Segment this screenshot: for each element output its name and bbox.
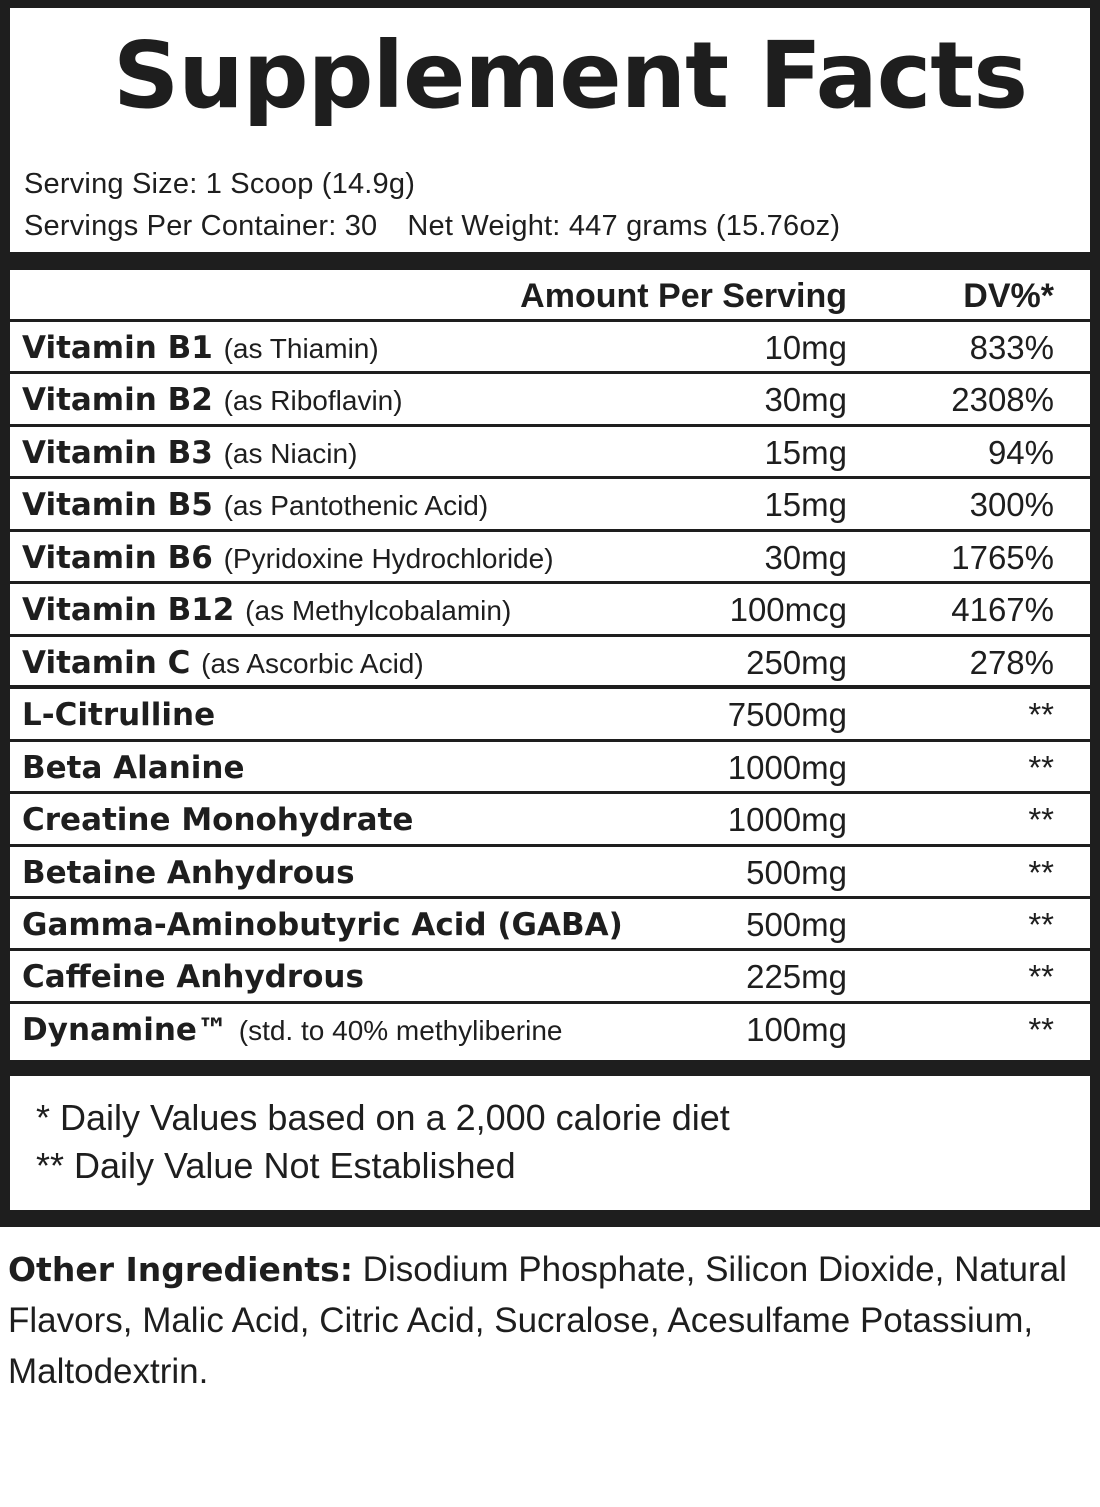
nutrient-dv: ** [1028, 696, 1054, 734]
nutrient-name-cell [22, 532, 554, 585]
nutrient-dv: ** [1028, 853, 1054, 891]
nutrient-name: Vitamin B5 [22, 487, 213, 524]
nutrient-name: Dynamine™ [22, 1011, 228, 1048]
nutrient-dv: 2308% [951, 381, 1054, 419]
nutrient-source: (as Methylcobalamin) [245, 595, 512, 627]
nutrient-name: Gamma-Aminobutyric Acid (GABA) [22, 906, 623, 943]
footnote-daily-values: * Daily Values based on a 2,000 calorie diet [36, 1097, 730, 1138]
nutrient-name: Beta Alanine [22, 749, 245, 786]
nutrient-name-cell [22, 374, 403, 427]
servings-info [24, 206, 840, 246]
other-ingredients [8, 1244, 1093, 1397]
table-row [10, 742, 1090, 794]
nutrient-name: Creatine Monohydrate [22, 802, 414, 839]
table-rows [10, 322, 1090, 1056]
nutrient-dv: 278% [969, 643, 1054, 681]
nutrient-amount: 500mg [746, 853, 847, 891]
nutrient-name: L-Citrulline [22, 697, 216, 734]
header-amount: Amount Per Serving [520, 277, 847, 315]
table-row [10, 637, 1090, 689]
nutrient-source: (as Riboflavin) [223, 385, 403, 417]
other-ingredients-label: Other Ingredients: [8, 1250, 353, 1289]
nutrient-amount: 15mg [764, 433, 847, 471]
nutrient-source: (Pyridoxine Hydrochloride) [223, 542, 554, 574]
nutrient-name-cell [22, 1004, 562, 1057]
nutrient-name-cell [22, 899, 623, 951]
nutrient-name-cell [22, 322, 379, 375]
serving-size: Serving Size: 1 Scoop (14.9g) [24, 168, 416, 200]
nutrient-dv: 300% [969, 486, 1054, 524]
nutrient-source: (as Thiamin) [223, 333, 379, 364]
nutrient-source: (as Ascorbic Acid) [201, 647, 424, 679]
table-row [10, 899, 1090, 951]
nutrient-name-cell [22, 847, 355, 899]
nutrient-dv: ** [1028, 958, 1054, 996]
footnotes-panel [10, 1076, 1090, 1210]
table-row [10, 374, 1090, 426]
nutrient-dv: ** [1028, 1010, 1054, 1048]
servings-per-container: Servings Per Container: 30 [24, 210, 378, 242]
nutrient-name: Vitamin B12 [22, 592, 235, 629]
nutrient-amount: 250mg [746, 643, 847, 681]
table-row [10, 689, 1090, 741]
nutrient-dv: 94% [987, 433, 1054, 471]
nutrient-name-cell [22, 479, 488, 532]
nutrient-name: Betaine Anhydrous [22, 854, 355, 891]
nutrient-source: (as Niacin) [223, 437, 358, 469]
table-row [10, 532, 1090, 584]
nutrient-name: Vitamin B3 [22, 434, 213, 471]
nutrient-dv: ** [1028, 748, 1054, 786]
nutrient-table [10, 270, 1090, 1060]
nutrient-source: (as Pantothenic Acid) [223, 490, 489, 522]
nutrient-name-cell [22, 584, 511, 637]
nutrient-name-cell [22, 689, 215, 741]
table-row [10, 322, 1090, 374]
nutrient-dv: 833% [969, 329, 1054, 366]
nutrient-amount: 225mg [746, 958, 847, 996]
nutrient-name: Vitamin C [22, 644, 191, 681]
table-row [10, 951, 1090, 1003]
nutrient-amount: 30mg [764, 538, 847, 576]
nutrient-amount: 100mg [746, 1010, 847, 1048]
nutrient-name-cell [22, 794, 413, 846]
header-dv: DV%* [963, 277, 1054, 315]
nutrient-amount: 1000mg [727, 801, 847, 839]
nutrient-name-cell [22, 742, 245, 794]
nutrient-amount: 15mg [764, 486, 847, 524]
nutrient-name-cell [22, 951, 364, 1003]
nutrient-amount: 7500mg [727, 696, 847, 734]
nutrient-dv: ** [1028, 905, 1054, 943]
nutrient-amount: 30mg [764, 381, 847, 419]
table-row [10, 847, 1090, 899]
nutrient-dv: 1765% [951, 538, 1054, 576]
nutrient-dv: ** [1028, 801, 1054, 839]
nutrient-amount: 1000mg [727, 748, 847, 786]
nutrient-name: Vitamin B1 [22, 330, 213, 366]
nutrient-name: Vitamin B2 [22, 382, 213, 419]
title-panel [10, 8, 1090, 252]
footnote-not-established: ** Daily Value Not Established [36, 1145, 516, 1186]
nutrient-amount: 100mcg [729, 591, 847, 629]
table-row [10, 479, 1090, 531]
nutrient-dv: 4167% [951, 591, 1054, 629]
nutrient-name: Vitamin B6 [22, 539, 213, 576]
other-ingredients-text: Disodium Phosphate, Silicon Dioxide, Natural Flavors, Malic Acid, Citric Acid, Sucralose, Acesulfame Potassium, Maltodextrin. [8, 1250, 1067, 1391]
nutrient-amount: 500mg [746, 905, 847, 943]
table-row [10, 584, 1090, 636]
nutrient-source: (std. to 40% methyliberine [238, 1014, 563, 1046]
table-row [10, 1004, 1090, 1056]
label-title: Supplement Facts [113, 22, 1027, 129]
nutrient-name-cell [22, 427, 357, 480]
nutrient-name: Caffeine Anhydrous [22, 959, 364, 996]
table-row [10, 794, 1090, 846]
net-weight: Net Weight: 447 grams (15.76oz) [407, 210, 841, 242]
nutrient-amount: 10mg [764, 329, 847, 366]
table-header [10, 270, 1090, 322]
table-row [10, 427, 1090, 479]
nutrient-name-cell [22, 637, 424, 690]
